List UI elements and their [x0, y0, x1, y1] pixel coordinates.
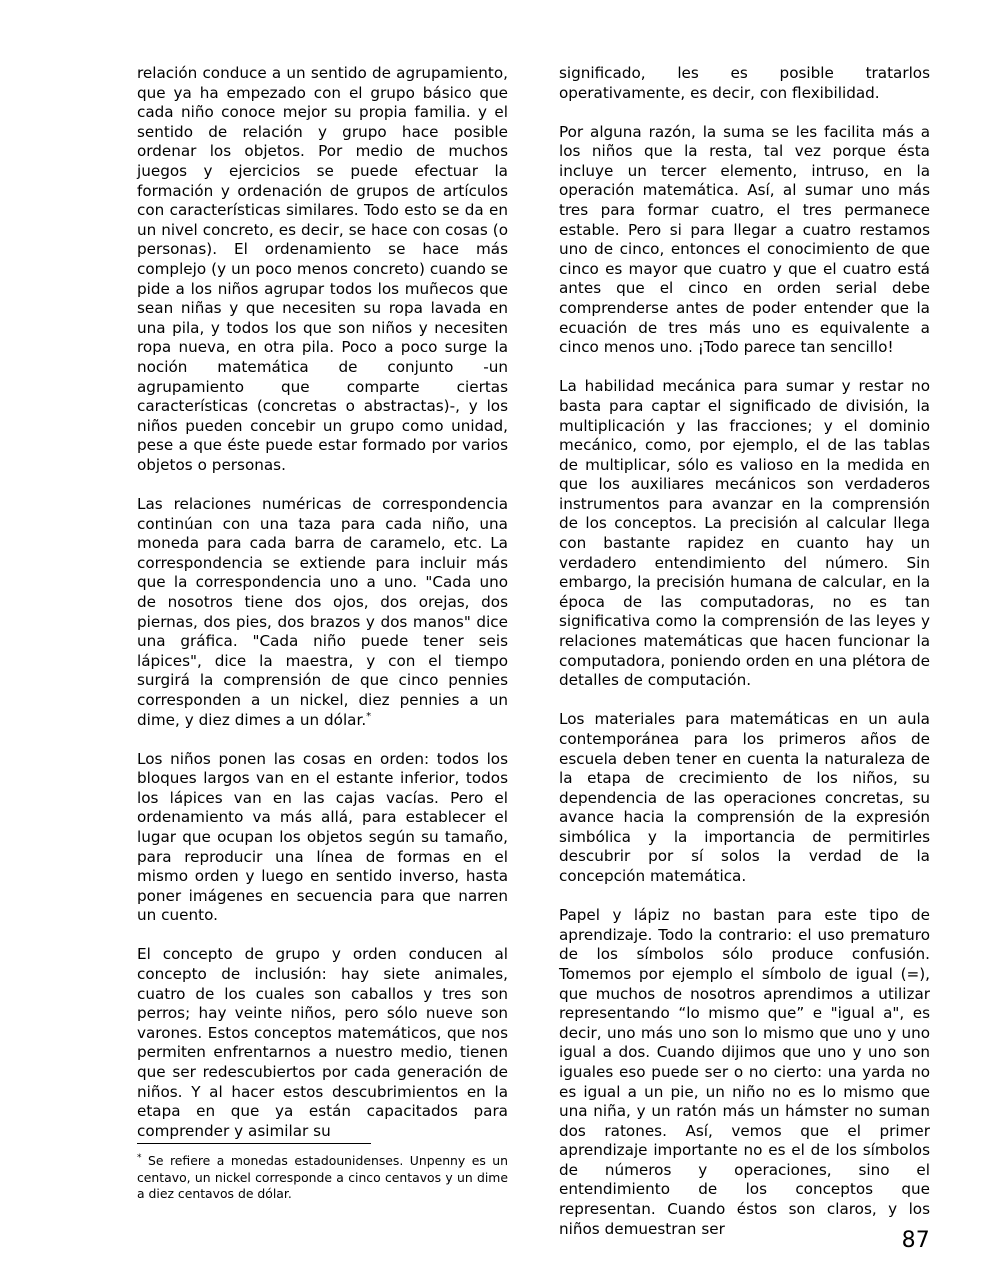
paragraph: relación conduce a un sentido de agrupamiento, que ya ha empezado con el grupo básico que cada niño conoce mejor su propia familia. y el sentido de relación y grupo hace posible ordenar los objetos. Por medio de muchos juegos y ejercicios se puede efectuar la formación y ordenación de grupos de artículos con características similares. Todo esto se da en un nivel concreto, es decir, se hace con cosas (o personas). El ordenamiento se hace más complejo (y un poco menos concreto) cuando se pide a los niños agrupar todos los muñecos que sean niñas y que necesiten su ropa lavada en una pila, y todos los que son niños y necesiten ropa nueva, en otra pila. Poco a poco surge la noción matemática de conjunto -un agrupamiento que comparte ciertas características (concretas o abstractas)-, y los niños pueden concebir un grupo como unidad, pese a que éste puede estar formado por varios objetos o personas.: [137, 64, 508, 474]
paragraph: La habilidad mecánica para sumar y restar no basta para captar el significado de división, la multiplicación y las fracciones; y el dominio mecánico, como, por ejemplo, el de las tablas de multiplicar, sólo es valioso en la medida en que los auxiliares mecánicos son verdaderos instrumentos para avanzar en la comprensión de los conceptos. La precisión al calcular llega con bastante rapidez en cuanto hay un verdadero entendimiento del número. Sin embargo, la precisión humana de calcular, en la época de las computadoras, no es tan significativa como la comprensión de las leyes y relaciones matemáticas que hacen funcionar la computadora, poniendo orden en una plétora de detalles de computación.: [559, 377, 930, 690]
paragraph: Por alguna razón, la suma se les facilita más a los niños que la resta, tal vez porque ésta incluye un tercer elemento, intruso, en la operación matemática. Así, al sumar uno más tres para formar cuatro, el tres permanece estable. Pero si para llegar a cuatro restamos uno de cinco, entonces el conocimiento de que cinco es mayor que cuatro y que el cuatro está antes que el cinco en orden serial debe comprenderse antes de poder entender que la ecuación de tres más uno es equivalente a cinco menos uno. ¡Todo parece tan sencillo!: [559, 122, 930, 357]
footnote-text: [137, 1153, 508, 1202]
footnote-block: [137, 1141, 508, 1202]
paragraph-text: Las relaciones numéricas de correspondencia continúan con una taza para cada niño, una moneda para cada barra de caramelo, etc. La correspondencia se extiende para incluir más que la correspondencia uno a uno. "Cada uno de nosotros tiene dos ojos, dos orejas, dos piernas, dos pies, dos brazos y dos manos" dice una gráfica. "Cada niño puede tener seis lápices", dice la maestra, y con el tiempo surgirá la comprensión de que cinco pennies corresponden a un nickel, diez pennies a un dime, y diez dimes a un dólar.: [137, 494, 508, 729]
column-left: [137, 64, 508, 1201]
two-column-body: [137, 64, 930, 1238]
column-right: [559, 64, 930, 1238]
paragraph-with-footnote-ref: [137, 495, 508, 730]
footnote-marker: *: [137, 1153, 142, 1164]
page-number: 87: [901, 1228, 930, 1253]
paragraph: Los materiales para matemáticas en un aula contemporánea para los primeros años de escuela deben tener en cuenta la naturaleza de la etapa de crecimiento de los niños, su dependencia de las operaciones concretas, su avance hacia la comprensión de la expresión simbólica y la importancia de permitirles descubrir por sí solos la verdad de la concepción matemática.: [559, 710, 930, 886]
footnote-separator-rule: [137, 1143, 371, 1144]
paragraph: significado, les es posible tratarlos operativamente, es decir, con flexibilidad.: [559, 64, 930, 102]
paragraph: Los niños ponen las cosas en orden: todos los bloques largos van en el estante inferior, todos los lápices van en las cajas vacías. Pero el ordenamiento va más allá, para establecer el lugar que ocupan los objetos según su tamaño, para reproducir una línea de formas en el mismo orden y luego en sentido inverso, hasta poner imágenes en secuencia para que narren un cuento.: [137, 749, 508, 925]
paragraph: Papel y lápiz no bastan para este tipo de aprendizaje. Todo la contrario: el uso prematuro de los símbolos sólo produce confusión. Tomemos por ejemplo el símbolo de igual (=), que muchos de nosotros aprendimos a utilizar representando “lo mismo que” e "igual a", es decir, uno más uno son lo mismo que uno y uno igual a dos. Cuando dijimos que uno y uno son iguales eso puede ser o no cierto: una yarda no es igual a un pie, un niño no es lo mismo que una niña, y un ratón más un hámster no suman dos ratones. Así, vemos que el primer aprendizaje importante no es el de los símbolos de números y operaciones, sino el entendimiento de los conceptos que representan. Cuando éstos son claros, y los niños demuestran ser: [559, 906, 930, 1238]
footnote-body: Se refiere a monedas estadounidenses. Unpenny es un centavo, un nickel corresponde a cinco centavos y un dime a diez centavos de dólar.: [137, 1153, 508, 1201]
paragraph: El concepto de grupo y orden conducen al concepto de inclusión: hay siete animales, cuatro de los cuales son caballos y tres son perros; hay veinte niños, pero sólo nueve son varones. Estos conceptos matemáticos, que nos permiten enfrentarnos a nuestro medio, tienen que ser redescubiertos por cada generación de niños. Y al hacer estos descubrimientos en la etapa en que ya están capacitados para comprender y asimilar su: [137, 945, 508, 1140]
footnote-reference-marker: *: [366, 710, 372, 722]
